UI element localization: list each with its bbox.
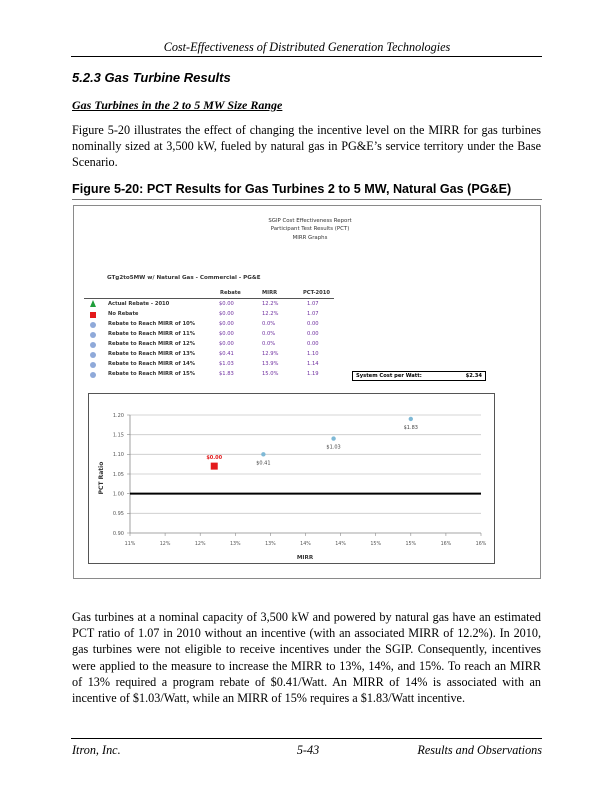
row-mirr: 13.9% [262, 361, 279, 367]
row-label: Rebate to Reach MIRR of 15% [108, 371, 195, 377]
row-pct: 1.19 [307, 371, 319, 377]
x-tick-label: 15% [370, 542, 382, 547]
x-tick-label: 15% [405, 542, 417, 547]
row-rebate: $0.41 [219, 351, 234, 357]
x-tick-label: 16% [440, 542, 452, 547]
row-mirr: 0.0% [262, 321, 276, 327]
row-rebate: $1.03 [219, 361, 234, 367]
y-tick-label: 1.10 [112, 452, 124, 459]
row-mirr: 0.0% [262, 341, 276, 347]
row-mirr: 0.0% [262, 331, 276, 337]
x-axis-label: MIRR [296, 555, 314, 561]
row-mirr: 12.9% [262, 351, 279, 357]
y-axis-label: PCT Ratio [98, 461, 105, 495]
footer-divider [71, 738, 542, 739]
table-title: GTg2to5MW w/ Natural Gas - Commercial - PG&E [107, 275, 261, 281]
x-tick-label: 14% [335, 542, 346, 547]
row-pct: 0.00 [307, 321, 319, 327]
row-label: Rebate to Reach MIRR of 13% [108, 351, 195, 357]
row-pct: 0.00 [307, 341, 319, 347]
row-rebate: $0.00 [219, 331, 234, 337]
data-points [206, 417, 418, 470]
x-tick-label: 13% [229, 542, 241, 547]
header-mirr: MIRR [262, 290, 278, 296]
footer-company: Itron, Inc. [72, 743, 121, 757]
header-pct-2010: PCT-2010 [303, 290, 330, 296]
y-tick-label: 1.20 [112, 412, 124, 419]
x-tick-label: 12% [159, 542, 171, 547]
report-title-line-1: SGIP Cost Effectiveness Report [268, 218, 352, 224]
gridlines [130, 415, 481, 533]
row-rebate: $0.00 [219, 321, 234, 327]
subsection-heading: Gas Turbines in the 2 to 5 MW Size Range [72, 98, 283, 112]
system-cost-value: $2.34 [465, 373, 482, 379]
report-title-line-3: MIRR Graphs [292, 234, 328, 241]
point-label: $0.41 [256, 460, 271, 467]
y-tick-label: 0.95 [112, 511, 124, 518]
footer-section: Results and Observations [417, 743, 542, 757]
no-rebate-marker [211, 463, 218, 470]
row-label: No Rebate [108, 311, 139, 317]
row-rebate: $0.00 [219, 301, 234, 307]
rebate-point-marker [409, 417, 413, 421]
point-label: $0.00 [206, 455, 223, 462]
row-label: Actual Rebate - 2010 [108, 301, 170, 307]
page-number: 5-43 [296, 743, 320, 757]
x-axis-ticks [125, 533, 487, 547]
y-tick-label: 1.05 [112, 471, 124, 478]
x-tick-label: 11% [124, 542, 136, 547]
running-header: Cost-Effectiveness of Distributed Generation Technologies [163, 40, 451, 54]
x-tick-label: 13% [265, 542, 276, 547]
header-rebate: Rebate [220, 290, 241, 296]
row-mirr: 15.0% [262, 371, 279, 377]
row-rebate: $0.00 [219, 311, 234, 317]
report-title-line-2: Participant Test Results (PCT) [270, 226, 350, 233]
x-tick-label: 14% [300, 542, 311, 547]
figure-caption: Figure 5-20: PCT Results for Gas Turbines 2 to 5 MW, Natural Gas (PG&E) [72, 182, 512, 196]
row-label: Rebate to Reach MIRR of 10% [108, 321, 195, 327]
row-pct: 1.14 [307, 361, 319, 367]
point-label: $1.03 [326, 444, 341, 451]
row-label: Rebate to Reach MIRR of 11% [108, 331, 195, 337]
row-mirr: 12.2% [262, 311, 279, 317]
row-pct: 1.07 [307, 311, 319, 317]
y-axis-ticks [113, 413, 130, 537]
intro-paragraph: Figure 5-20 illustrates the effect of changing the incentive level on the MIRR for gas turbines nominally sized at 3,500 kW, fueled by natural gas in PG&E’s service territory under the Base Scenario. [72, 123, 541, 170]
y-tick-label: 1.15 [112, 432, 124, 439]
section-heading: 5.2.3 Gas Turbine Results [72, 70, 231, 85]
row-pct: 1.07 [307, 301, 319, 307]
rebate-point-marker [331, 436, 335, 440]
row-label: Rebate to Reach MIRR of 12% [108, 341, 195, 347]
row-label: Rebate to Reach MIRR of 14% [108, 361, 195, 367]
row-mirr: 12.2% [262, 301, 279, 307]
row-pct: 1.10 [307, 351, 319, 357]
x-tick-label: 12% [194, 542, 206, 547]
row-rebate: $0.00 [219, 341, 234, 347]
y-tick-label: 0.90 [112, 530, 124, 537]
y-tick-label: 1.00 [112, 491, 124, 498]
point-label: $1.83 [403, 424, 418, 431]
row-rebate: $1.83 [219, 371, 234, 377]
rebate-point-marker [261, 452, 265, 456]
results-paragraph: Gas turbines at a nominal capacity of 3,500 kW and powered by natural gas have an estimated PCT ratio of 1.07 in 2010 without an incentive (with an associated MIRR of 12.2%). In 2010, gas turbines were not eligible to receive incentives under the SGIP. Consequently, incentives were applied to the measure to increase the MIRR to 13%, 14%, and 15%. To reach an MIRR of 13% required a program rebate of $0.41/Watt. An MIRR of 14% is associated with an incentive of $1.03/Watt, while an MIRR of 15% requires a $1.83/Watt incentive. [72, 610, 541, 706]
x-tick-label: 16% [475, 542, 487, 547]
system-cost-label: System Cost per Watt: [356, 373, 422, 379]
row-pct: 0.00 [307, 331, 319, 337]
